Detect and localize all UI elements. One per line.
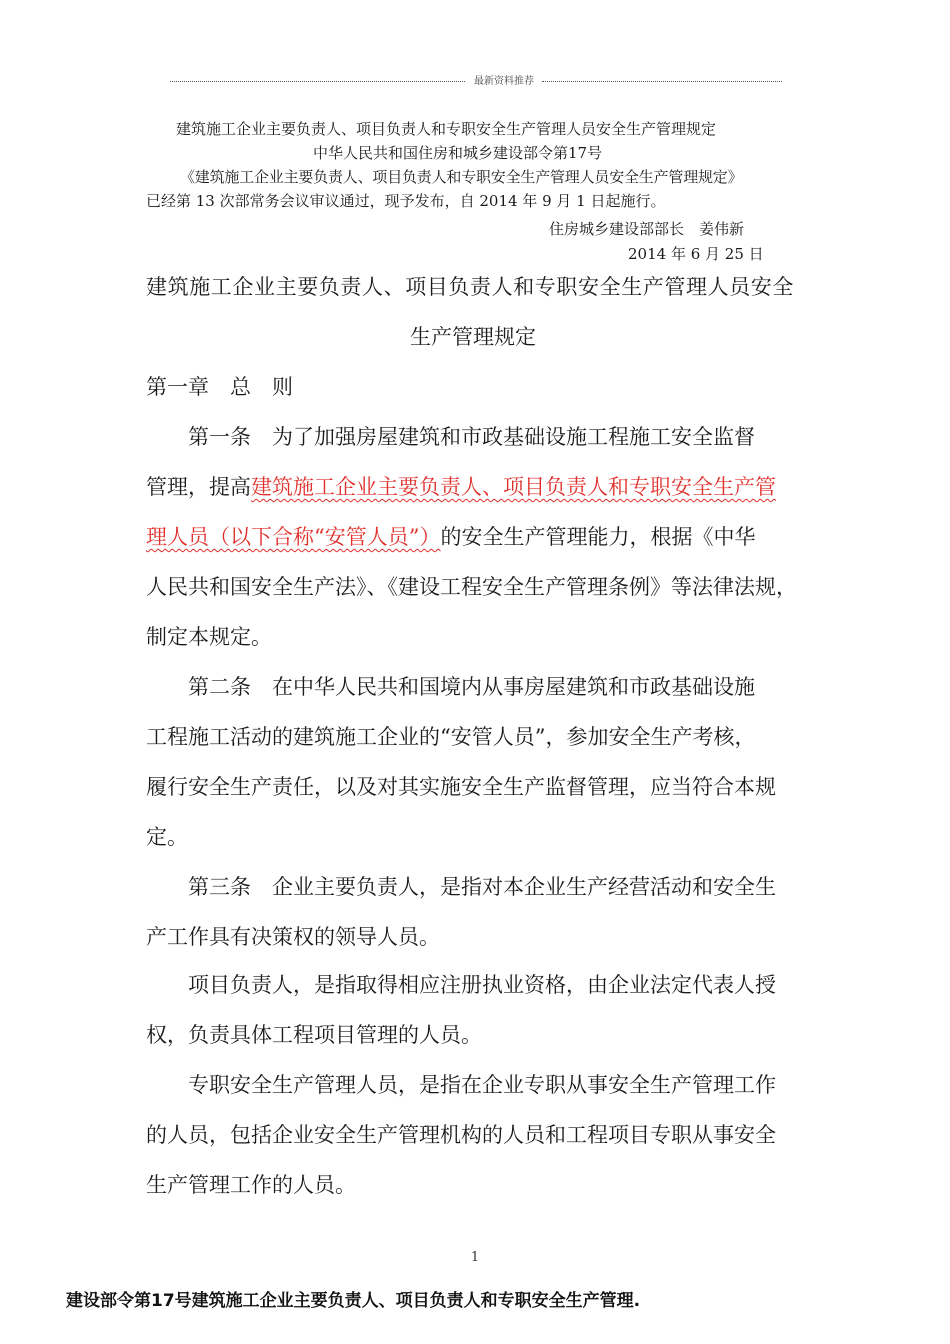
- article-1-line-2: [146, 471, 776, 501]
- order-date: 2014 年 6 月 25 日: [628, 245, 764, 263]
- article-1-line-2-text: 管理，提高: [146, 475, 251, 499]
- article-3-para-2-line-1: 项目负责人，是指取得相应注册执业资格，由企业法定代表人授: [146, 973, 776, 997]
- article-2-line-4: 定。: [146, 825, 188, 849]
- article-1-line-4: 人民共和国安全生产法》、《建设工程安全生产管理条例》等法律法规，: [146, 575, 797, 599]
- article-3-para-3-line-2: 的人员，包括企业安全生产管理机构的人员和工程项目专职从事安全: [146, 1123, 776, 1147]
- article-1-line-5: 制定本规定。: [146, 625, 272, 649]
- page-number: 1: [470, 1250, 480, 1265]
- order-title: 建筑施工企业主要负责人、项目负责人和专职安全生产管理人员安全生产管理规定: [176, 120, 717, 138]
- header-dots-right: [542, 81, 782, 82]
- header-text: 最新资料推荐: [474, 76, 534, 87]
- article-2-line-2: 工程施工活动的建筑施工企业的“安管人员”，参加安全生产考核，: [146, 725, 756, 749]
- article-1-line-3: [146, 521, 755, 551]
- article-1-line-3-text: 的安全生产管理能力，根据《中华: [440, 525, 756, 549]
- order-body-line2: 已经第 13 次部常务会议审议通过，现予发布，自 2014 年 9 月 1 日起施行。: [146, 192, 666, 210]
- article-2-line-1: 第二条 在中华人民共和国境内从事房屋建筑和市政基础设施: [146, 675, 755, 699]
- article-3-line-2: 产工作具有决策权的领导人员。: [146, 925, 440, 949]
- doc-title-line2: 生产管理规定: [410, 325, 536, 349]
- highlighted-term-cont: 理人员（以下合称“安管人员”）: [146, 525, 441, 549]
- chapter-heading: 第一章 总 则: [146, 375, 293, 399]
- highlighted-term: 建筑施工企业主要负责人、项目负责人和专职安全生产管: [251, 475, 776, 499]
- doc-title-line1: 建筑施工企业主要负责人、项目负责人和专职安全生产管理人员安全: [146, 275, 794, 299]
- order-decree: 中华人民共和国住房和城乡建设部令第17号: [313, 144, 603, 162]
- order-signature: 住房城乡建设部部长 姜伟新: [549, 220, 745, 238]
- page-header: [170, 70, 782, 88]
- article-2-line-3: 履行安全生产责任，以及对其实施安全生产监督管理，应当符合本规: [146, 775, 776, 799]
- order-body-line1: 《建筑施工企业主要负责人、项目负责人和专职安全生产管理人员安全生产管理规定》: [180, 168, 743, 186]
- article-3-line-1: 第三条 企业主要负责人，是指对本企业生产经营活动和安全生: [146, 875, 776, 899]
- header-dots-left: [170, 81, 465, 82]
- article-3-para-3-line-1: 专职安全生产管理人员，是指在企业专职从事安全生产管理工作: [146, 1073, 776, 1097]
- article-1-line-1: 第一条 为了加强房屋建筑和市政基础设施工程施工安全监督: [146, 425, 755, 449]
- footer-caption: 建设部令第17号建筑施工企业主要负责人、项目负责人和专职安全生产管理.: [66, 1291, 641, 1311]
- article-3-para-3-line-3: 生产管理工作的人员。: [146, 1173, 356, 1197]
- article-3-para-2-line-2: 权，负责具体工程项目管理的人员。: [146, 1023, 482, 1047]
